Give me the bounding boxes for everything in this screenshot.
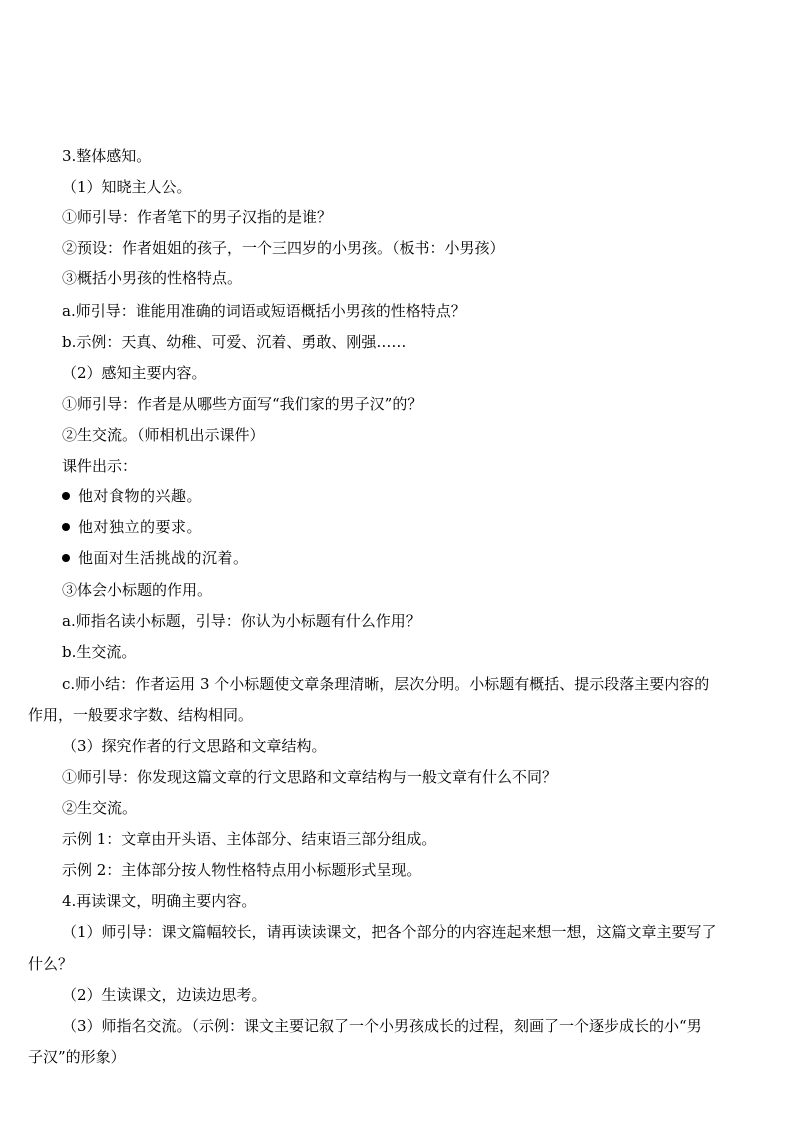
paragraph: ①师引导：你发现这篇文章的行文思路和文章结构与一般文章有什么不同？ (62, 768, 558, 786)
bullet-icon (62, 492, 70, 500)
paragraph: （2）生读课文，边读边思考。 (62, 986, 267, 1004)
paragraph: ①师引导：作者是从哪些方面写“我们家的男子汉”的？ (62, 395, 423, 413)
bullet-icon (62, 554, 70, 562)
subsection-3: （3）探究作者的行文思路和文章结构。 (62, 737, 327, 755)
paragraph: b.示例：天真、幼稚、可爱、沉着、勇敢、刚强…… (62, 333, 407, 351)
courseware-label: 课件出示： (62, 457, 138, 475)
bullet-item: 他对独立的要求。 (62, 517, 202, 537)
paragraph: a.师指名读小标题，引导：你认为小标题有什么作用？ (62, 612, 421, 630)
bullet-icon (62, 523, 70, 531)
paragraph: ③体会小标题的作用。 (62, 581, 213, 599)
bullet-item: 他对食物的兴趣。 (62, 486, 202, 506)
paragraph-continuation: 什么？ (28, 955, 74, 973)
paragraph: 示例 2：主体部分按人物性格特点用小标题形式呈现。 (62, 861, 422, 879)
paragraph: ②预设：作者姐姐的孩子，一个三四岁的小男孩。（板书：小男孩） (62, 239, 505, 257)
section-heading-4: 4.再读课文，明确主要内容。 (62, 892, 257, 910)
paragraph-continuation: 作用，一般要求字数、结构相同。 (28, 706, 254, 724)
paragraph-continuation: 子汉”的形象） (28, 1048, 126, 1066)
paragraph: ①师引导：作者笔下的男子汉指的是谁？ (62, 208, 333, 226)
paragraph: c.师小结：作者运用 3 个小标题使文章条理清晰，层次分明。小标题有概括、提示段落主要内容的 (62, 675, 710, 693)
paragraph: ②生交流。 (62, 799, 138, 817)
subsection-2: （2）感知主要内容。 (62, 364, 207, 382)
bullet-item: 他面对生活挑战的沉着。 (62, 548, 249, 568)
paragraph: （1）师引导：课文篇幅较长，请再读读课文，把各个部分的内容连起来想一想，这篇文章主要写了 (62, 923, 717, 941)
paragraph: b.生交流。 (62, 643, 137, 661)
paragraph: ②生交流。（师相机出示课件） (62, 426, 265, 444)
paragraph: 示例 1：文章由开头语、主体部分、结束语三部分组成。 (62, 830, 437, 848)
paragraph: ③概括小男孩的性格特点。 (62, 269, 243, 287)
paragraph: a.师引导：谁能用准确的词语或短语概括小男孩的性格特点？ (62, 302, 466, 320)
paragraph: （3）师指名交流。（示例：课文主要记叙了一个小男孩成长的过程，刻画了一个逐步成长的小“男 (62, 1017, 702, 1035)
subsection-1: （1）知晓主人公。 (62, 178, 192, 196)
section-heading-3: 3.整体感知。 (62, 147, 152, 165)
